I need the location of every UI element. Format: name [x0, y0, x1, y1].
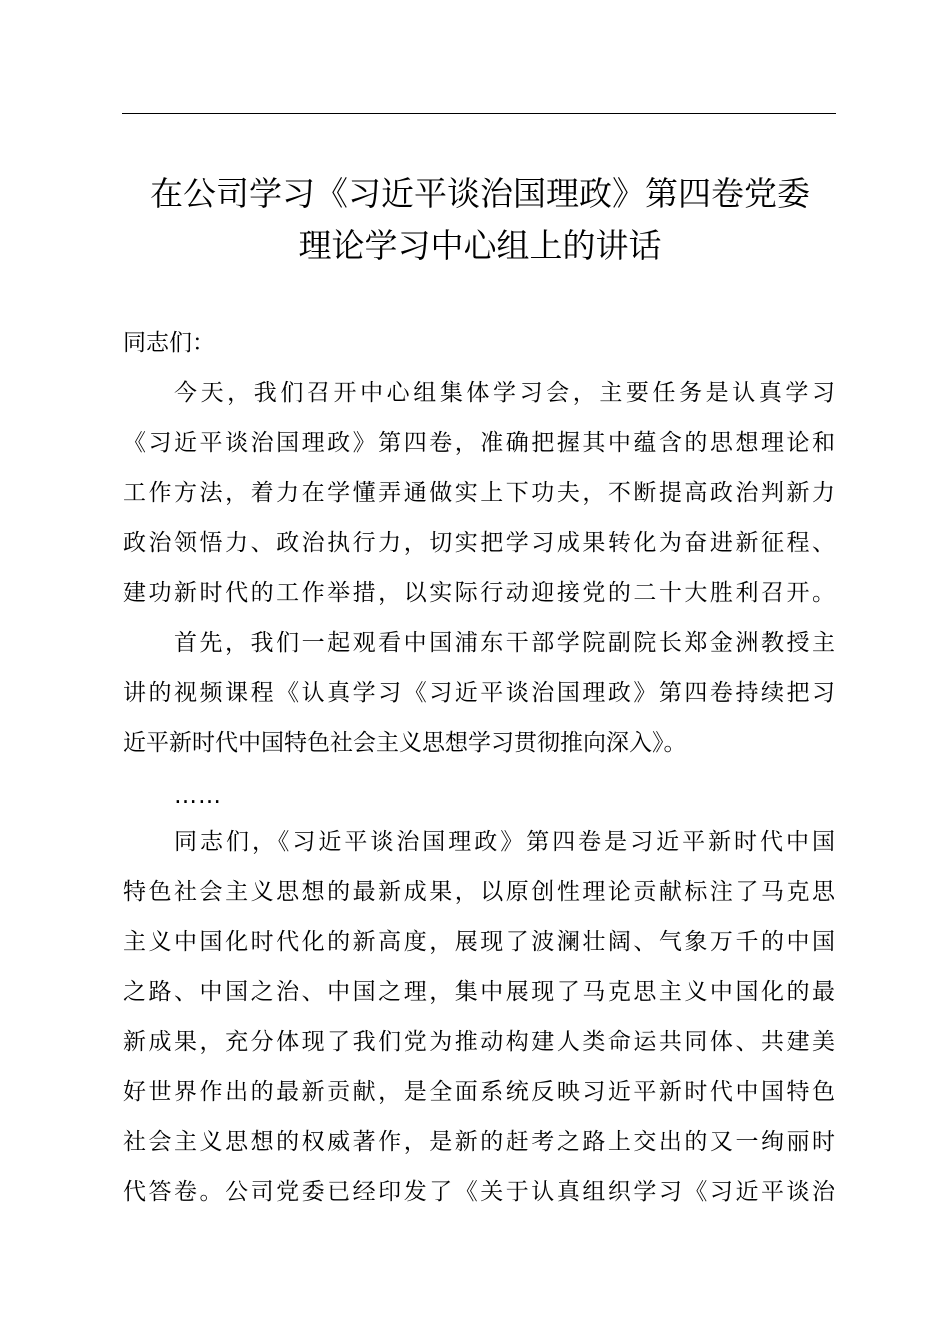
paragraph-4-line-5: 新成果，充分体现了我们党为推动构建人类命运共同体、共建美	[123, 1029, 835, 1055]
salutation: 同志们：	[123, 330, 215, 356]
paragraph-1-line-1: 今天，我们召开中心组集体学习会，主要任务是认真学习	[174, 380, 835, 406]
paragraph-4-line-7: 社会主义思想的权威著作，是新的赶考之路上交出的又一绚丽时	[123, 1129, 835, 1155]
title-line-1: 在公司学习《习近平谈治国理政》第四卷党委	[150, 174, 810, 213]
paragraph-4-line-4: 之路、中国之治、中国之理，集中展现了马克思主义中国化的最	[123, 979, 835, 1005]
ellipsis: ……	[174, 783, 222, 809]
paragraph-1-line-2: 《习近平谈治国理政》第四卷，准确把握其中蕴含的思想理论和	[123, 430, 835, 456]
paragraph-4-line-2: 特色社会主义思想的最新成果，以原创性理论贡献标注了马克思	[123, 879, 835, 905]
title-line-2: 理论学习中心组上的讲话	[298, 226, 662, 265]
paragraph-1-line-4: 政治领悟力、政治执行力，切实把学习成果转化为奋进新征程、	[123, 530, 835, 556]
paragraph-2-line-1: 首先，我们一起观看中国浦东干部学院副院长郑金洲教授主	[174, 630, 835, 656]
paragraph-4-line-8: 代答卷。公司党委已经印发了《关于认真组织学习《习近平谈治	[123, 1179, 835, 1205]
paragraph-2-line-2: 讲的视频课程《认真学习《习近平谈治国理政》第四卷持续把习	[123, 680, 835, 706]
paragraph-4-line-3: 主义中国化时代化的新高度，展现了波澜壮阔、气象万千的中国	[123, 929, 835, 955]
paragraph-1-line-3: 工作方法，着力在学懂弄通做实上下功夫，不断提高政治判新力	[123, 480, 835, 506]
header-rule	[122, 113, 836, 114]
paragraph-2-line-3: 近平新时代中国特色社会主义思想学习贯彻推向深入》。	[123, 730, 687, 756]
paragraph-1-line-5: 建功新时代的工作举措，以实际行动迎接党的二十大胜利召开。	[123, 580, 835, 606]
paragraph-4-line-6: 好世界作出的最新贡献，是全面系统反映习近平新时代中国特色	[123, 1079, 835, 1105]
paragraph-4-line-1: 同志们，《习近平谈治国理政》第四卷是习近平新时代中国	[174, 829, 835, 855]
